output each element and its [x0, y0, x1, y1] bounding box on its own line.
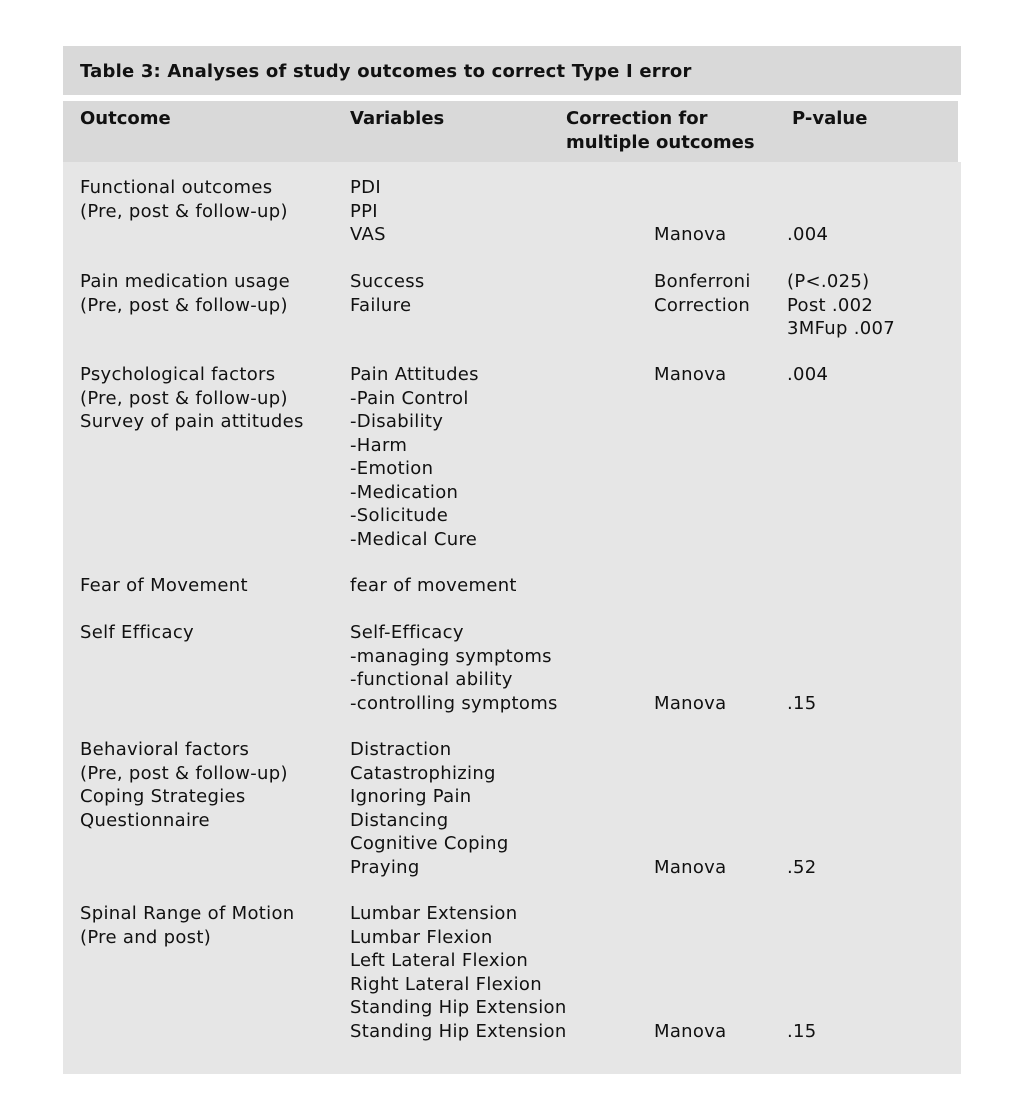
- row-5-variables-cell: [350, 621, 558, 715]
- cell-line: .15: [787, 692, 817, 714]
- cell-line: Manova: [654, 692, 727, 714]
- cell-line: (Pre, post & follow-up): [80, 762, 288, 784]
- cell-line: Distraction: [350, 739, 452, 760]
- cell-line: Self Efficacy: [80, 622, 194, 643]
- cell-line: Catastrophizing: [350, 762, 496, 784]
- table-header-row: [63, 101, 958, 162]
- cell-line: .004: [787, 224, 829, 245]
- cell-line: Right Lateral Flexion: [350, 973, 542, 995]
- cell-line: Spinal Range of Motion: [80, 903, 295, 924]
- cell-line: Fear of Movement: [80, 575, 248, 596]
- row-7-correction-cell: [654, 902, 726, 1043]
- row-3-variables-cell: [350, 363, 479, 551]
- row-1-pvalue-cell: [787, 176, 828, 247]
- row-3-correction-cell: [654, 363, 726, 387]
- row-2-pvalue-cell: [787, 270, 895, 341]
- cell-line: .52: [787, 856, 817, 878]
- cell-line: Distancing: [350, 809, 449, 831]
- row-5-correction-cell: [654, 621, 726, 715]
- header-outcome: Outcome: [80, 108, 171, 129]
- cell-line: [654, 832, 726, 856]
- cell-line: (Pre, post & follow-up): [80, 294, 288, 316]
- cell-line: PDI: [350, 177, 381, 198]
- cell-line: Manova: [654, 1020, 727, 1042]
- cell-line: (Pre and post): [80, 926, 212, 948]
- cell-line: Lumbar Extension: [350, 903, 518, 924]
- cell-line: -Harm: [350, 434, 408, 456]
- cell-line: Failure: [350, 294, 412, 316]
- cell-line: -Disability: [350, 411, 444, 432]
- cell-line: Post .002: [787, 294, 874, 316]
- row-5-pvalue-cell: [787, 621, 817, 715]
- cell-line: VAS: [350, 224, 386, 245]
- cell-line: [787, 996, 817, 1020]
- row-6-pvalue-cell: [787, 738, 817, 879]
- row-1-outcome-cell: [80, 176, 288, 223]
- cell-line: [654, 973, 726, 997]
- cell-line: [654, 926, 726, 950]
- cell-line: [787, 926, 817, 950]
- cell-line: [787, 809, 817, 833]
- cell-line: Ignoring Pain: [350, 786, 472, 807]
- row-7-variables-cell: [350, 902, 567, 1043]
- cell-line: Pain Attitudes: [350, 364, 479, 385]
- cell-line: [787, 738, 817, 762]
- row-3-outcome-cell: [80, 363, 304, 434]
- cell-line: [787, 645, 817, 669]
- cell-line: Praying: [350, 856, 420, 878]
- cell-line: Left Lateral Flexion: [350, 950, 529, 971]
- cell-line: Correction: [654, 294, 751, 316]
- row-3-pvalue-cell: [787, 363, 828, 387]
- header-variables: Variables: [350, 108, 445, 129]
- header-correction: [566, 107, 755, 155]
- cell-line: [787, 785, 817, 809]
- cell-line: -managing symptoms: [350, 645, 552, 667]
- row-2-correction-cell: [654, 270, 751, 317]
- cell-line: [787, 176, 828, 200]
- row-7-outcome-cell: [80, 902, 294, 949]
- cell-line: [787, 621, 817, 645]
- cell-line: -Solicitude: [350, 505, 449, 526]
- cell-line: [654, 738, 726, 762]
- cell-line: [787, 668, 817, 692]
- cell-line: [787, 200, 828, 224]
- table-title: Table 3: Analyses of study outcomes to correct Type I error: [80, 61, 692, 82]
- cell-line: [654, 645, 726, 669]
- cell-line: [787, 973, 817, 997]
- table-title-bar: [63, 46, 961, 95]
- cell-line: [654, 762, 726, 786]
- row-4-outcome-cell: [80, 574, 248, 598]
- cell-line: Lumbar Flexion: [350, 926, 493, 948]
- cell-line: [787, 902, 817, 926]
- cell-line: [654, 176, 726, 200]
- cell-line: [654, 809, 726, 833]
- cell-line: (Pre, post & follow-up): [80, 387, 288, 409]
- cell-line: Cognitive Coping: [350, 833, 509, 854]
- cell-line: Manova: [654, 224, 727, 245]
- row-5-outcome-cell: [80, 621, 194, 645]
- cell-line: [787, 949, 817, 973]
- cell-line: Manova: [654, 364, 727, 385]
- cell-line: Success: [350, 271, 425, 292]
- cell-line: Manova: [654, 856, 727, 878]
- cell-line: -Medication: [350, 481, 459, 503]
- cell-line: [787, 832, 817, 856]
- header-correction-line1: Correction for: [566, 108, 708, 129]
- cell-line: -Pain Control: [350, 387, 469, 409]
- cell-line: Standing Hip Extension: [350, 1020, 567, 1042]
- row-6-outcome-cell: [80, 738, 288, 832]
- cell-line: -Medical Cure: [350, 528, 478, 550]
- cell-line: [654, 668, 726, 692]
- cell-line: Pain medication usage: [80, 271, 290, 292]
- row-1-correction-cell: [654, 176, 726, 247]
- cell-line: (Pre, post & follow-up): [80, 200, 288, 222]
- cell-line: Survey of pain attitudes: [80, 411, 304, 432]
- cell-line: -controlling symptoms: [350, 692, 558, 714]
- cell-line: -Emotion: [350, 458, 434, 479]
- cell-line: Standing Hip Extension: [350, 997, 567, 1018]
- header-pvalue: P-value: [792, 108, 868, 129]
- cell-line: Functional outcomes: [80, 177, 273, 198]
- cell-line: [654, 621, 726, 645]
- cell-line: [654, 200, 726, 224]
- cell-line: [787, 762, 817, 786]
- cell-line: [654, 996, 726, 1020]
- row-6-correction-cell: [654, 738, 726, 879]
- cell-line: -functional ability: [350, 669, 513, 690]
- cell-line: (P<.025): [787, 271, 870, 292]
- cell-line: [654, 949, 726, 973]
- cell-line: Questionnaire: [80, 809, 210, 831]
- cell-line: Behavioral factors: [80, 739, 250, 760]
- cell-line: [654, 902, 726, 926]
- cell-line: PPI: [350, 200, 378, 222]
- row-4-variables-cell: [350, 574, 517, 598]
- row-6-variables-cell: [350, 738, 509, 879]
- cell-line: .15: [787, 1020, 817, 1042]
- cell-line: Bonferroni: [654, 271, 751, 292]
- cell-line: [654, 785, 726, 809]
- row-2-outcome-cell: [80, 270, 290, 317]
- cell-line: Psychological factors: [80, 364, 276, 385]
- row-2-variables-cell: [350, 270, 425, 317]
- cell-line: Self-Efficacy: [350, 622, 464, 643]
- cell-line: .004: [787, 364, 829, 385]
- row-1-variables-cell: [350, 176, 386, 247]
- cell-line: fear of movement: [350, 575, 517, 596]
- header-correction-line2: multiple outcomes: [566, 132, 755, 153]
- cell-line: Coping Strategies: [80, 786, 246, 807]
- cell-line: 3MFup .007: [787, 318, 895, 339]
- row-7-pvalue-cell: [787, 902, 817, 1043]
